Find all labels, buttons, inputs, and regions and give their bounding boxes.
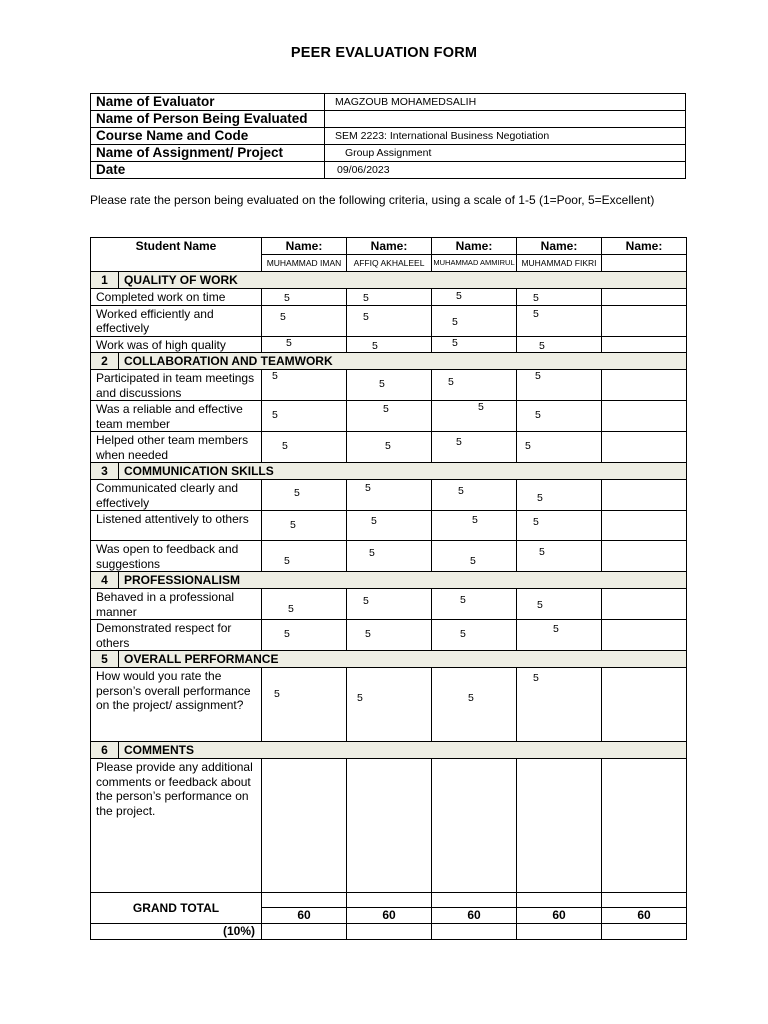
section-header-row [91,463,687,480]
criterion-label: Demonstrated respect for others [91,620,262,651]
criterion-row [91,589,687,620]
score-cell [347,432,432,463]
criterion-label: Helped other team members when needed [91,432,262,463]
score-value: 5 [290,519,296,531]
percent-row [91,924,687,940]
score-value: 5 [272,409,278,421]
score-cell [347,305,432,336]
score-cell [262,289,347,306]
score-cell [432,480,517,511]
score-value: 5 [286,336,292,349]
score-value: 5 [478,401,484,413]
name-label: Name: [602,238,687,255]
score-cell [602,541,687,572]
score-value: 5 [460,628,466,640]
percent-label: (10%) [91,924,262,940]
grand-total-blank [432,893,517,908]
criterion-row [91,759,687,893]
score-value: 5 [535,409,541,421]
section-number: 3 [91,463,119,480]
criterion-label: Was a reliable and effective team member [91,401,262,432]
assignment-label: Name of Assignment/ Project [91,145,325,162]
course-value: SEM 2223: International Business Negotiation [325,128,686,145]
score-value: 5 [448,376,454,388]
score-cell [347,589,432,620]
score-value: 5 [369,547,375,559]
section-title: COMMENTS [119,742,687,759]
name-label: Name: [262,238,347,255]
score-cell [602,759,687,893]
score-cell [432,336,517,353]
section-number: 2 [91,353,119,370]
evaluator-value: MAGZOUB MOHAMEDSALIH [325,94,686,111]
score-value: 5 [535,370,541,382]
score-value: 5 [363,310,369,323]
grand-total-label: GRAND TOTAL [91,893,262,924]
score-value: 5 [363,595,369,607]
score-value: 5 [294,487,300,499]
score-cell [602,401,687,432]
score-cell [602,432,687,463]
score-value: 5 [539,339,545,352]
score-value: 5 [365,482,371,494]
score-cell [517,305,602,336]
score-cell [517,589,602,620]
criterion-label: Communicated clearly and effectively [91,480,262,511]
percent-cell [262,924,347,940]
score-cell [517,289,602,306]
evaluated-value [325,111,686,128]
criterion-label: Was open to feedback and suggestions [91,541,262,572]
total-value: 60 [432,908,517,924]
score-value: 5 [274,688,280,700]
score-cell [432,432,517,463]
score-cell [517,541,602,572]
section-number: 1 [91,272,119,289]
score-cell [262,759,347,893]
percent-cell [347,924,432,940]
score-value: 5 [472,514,478,526]
score-value: 5 [452,336,458,349]
score-value: 5 [284,628,290,640]
score-value: 5 [539,546,545,558]
peer-rating-table [90,237,687,940]
student-name: MUHAMMAD FIKRI [517,255,602,272]
score-cell [432,305,517,336]
grand-total-blank [602,893,687,908]
name-label: Name: [347,238,432,255]
score-cell [517,620,602,651]
evaluated-label: Name of Person Being Evaluated [91,111,325,128]
score-cell [602,668,687,742]
score-cell [432,511,517,541]
score-cell [432,668,517,742]
info-row-evaluated [91,111,686,128]
percent-cell [602,924,687,940]
criterion-label: Completed work on time [91,289,262,306]
form-title: PEER EVALUATION FORM [290,45,478,61]
date-value: 09/06/2023 [325,162,686,179]
score-value: 5 [385,440,391,452]
score-cell [347,370,432,401]
score-cell [262,401,347,432]
score-value: 5 [456,290,462,302]
score-cell [517,336,602,353]
section-header-row [91,572,687,589]
info-row-assignment [91,145,686,162]
name-label: Name: [517,238,602,255]
score-cell [262,336,347,353]
section-title: COMMUNICATION SKILLS [119,463,687,480]
score-cell [517,432,602,463]
score-value: 5 [280,310,286,323]
score-cell [432,541,517,572]
total-value: 60 [262,908,347,924]
score-cell [517,480,602,511]
score-cell [262,620,347,651]
criterion-row [91,620,687,651]
total-value: 60 [602,908,687,924]
score-cell [432,620,517,651]
score-value: 5 [284,555,290,567]
score-cell [517,511,602,541]
score-cell [347,401,432,432]
score-value: 5 [371,515,377,527]
score-cell [602,620,687,651]
grand-total-blank [517,893,602,908]
student-name: MUHAMMAD IMAN [262,255,347,272]
score-value: 5 [533,307,539,320]
section-number: 4 [91,572,119,589]
score-cell [262,370,347,401]
score-value: 5 [525,440,531,452]
score-value: 5 [533,672,539,684]
score-cell [602,336,687,353]
score-value: 5 [365,628,371,640]
score-cell [602,305,687,336]
info-row-evaluator [91,94,686,111]
student-name-header: Student Name [91,238,262,272]
score-cell [517,401,602,432]
score-cell [347,668,432,742]
score-value: 5 [357,692,363,704]
percent-cell [517,924,602,940]
score-value: 5 [537,492,543,504]
section-header-row [91,272,687,289]
score-cell [262,589,347,620]
score-cell [602,589,687,620]
criterion-label: How would you rate the person’s overall performance on the project/ assignment? [91,668,262,742]
score-cell [602,480,687,511]
score-value: 5 [282,440,288,452]
score-cell [347,480,432,511]
section-title: OVERALL PERFORMANCE [119,651,687,668]
criterion-row [91,401,687,432]
score-cell [432,370,517,401]
criterion-row [91,336,687,353]
score-value: 5 [458,485,464,497]
percent-cell [432,924,517,940]
score-value: 5 [470,555,476,567]
section-title: QUALITY OF WORK [119,272,687,289]
criterion-label: Behaved in a professional manner [91,589,262,620]
score-cell [347,759,432,893]
score-cell [602,370,687,401]
score-value: 5 [460,594,466,606]
score-cell [347,511,432,541]
score-cell [262,511,347,541]
score-cell [262,668,347,742]
criterion-label: Worked efficiently and effectively [91,305,262,336]
criterion-row [91,541,687,572]
score-cell [262,432,347,463]
section-header-row [91,353,687,370]
grand-total-blank [262,893,347,908]
date-label: Date [91,162,325,179]
score-value: 5 [456,436,462,448]
score-cell [432,401,517,432]
evaluator-label: Name of Evaluator [91,94,325,111]
criterion-row [91,432,687,463]
score-cell [262,305,347,336]
name-label: Name: [432,238,517,255]
total-value: 60 [347,908,432,924]
section-number: 6 [91,742,119,759]
score-cell [262,480,347,511]
grand-total-row [91,893,687,908]
score-value: 5 [363,292,369,304]
score-cell [517,668,602,742]
section-header-row [91,651,687,668]
criterion-label: Work was of high quality [91,336,262,353]
rating-instructions: Please rate the person being evaluated on the following criteria, using a scale of 1-5 (1=Poor, 5=Excellent) [90,193,655,207]
score-cell [517,759,602,893]
grand-total-blank [347,893,432,908]
score-value: 5 [533,516,539,528]
score-value: 5 [533,292,539,304]
score-value: 5 [272,370,278,382]
score-cell [262,541,347,572]
score-value: 5 [379,378,385,390]
score-value: 5 [553,623,559,635]
score-cell [432,589,517,620]
criterion-row [91,668,687,742]
score-cell [347,289,432,306]
score-cell [432,759,517,893]
criterion-label: Participated in team meetings and discussions [91,370,262,401]
criterion-label: Listened attentively to others [91,511,262,541]
score-cell [517,370,602,401]
student-name [602,255,687,272]
criterion-row [91,480,687,511]
student-name: AFFIQ AKHALEEL [347,255,432,272]
score-cell [347,541,432,572]
evaluation-info-table [90,93,686,179]
header-row [91,238,687,255]
score-value: 5 [288,603,294,615]
student-name: MUHAMMAD AMMIRUL [432,255,517,272]
score-cell [602,511,687,541]
info-row-course [91,128,686,145]
criterion-row [91,370,687,401]
assignment-value: Group Assignment [325,145,686,162]
score-cell [347,336,432,353]
score-value: 5 [372,339,378,352]
score-cell [347,620,432,651]
section-title: COLLABORATION AND TEAMWORK [119,353,687,370]
criterion-row [91,289,687,306]
peer-rating-body [91,238,687,940]
criterion-row [91,305,687,336]
criterion-row [91,511,687,541]
section-number: 5 [91,651,119,668]
score-cell [432,289,517,306]
section-title: PROFESSIONALISM [119,572,687,589]
course-label: Course Name and Code [91,128,325,145]
total-value: 60 [517,908,602,924]
score-value: 5 [468,692,474,704]
section-header-row [91,742,687,759]
score-value: 5 [383,403,389,415]
score-value: 5 [452,315,458,328]
info-row-date [91,162,686,179]
score-cell [602,289,687,306]
score-value: 5 [537,599,543,611]
criterion-label: Please provide any additional comments or feedback about the person’s performance on the project. [91,759,262,893]
score-value: 5 [284,292,290,304]
